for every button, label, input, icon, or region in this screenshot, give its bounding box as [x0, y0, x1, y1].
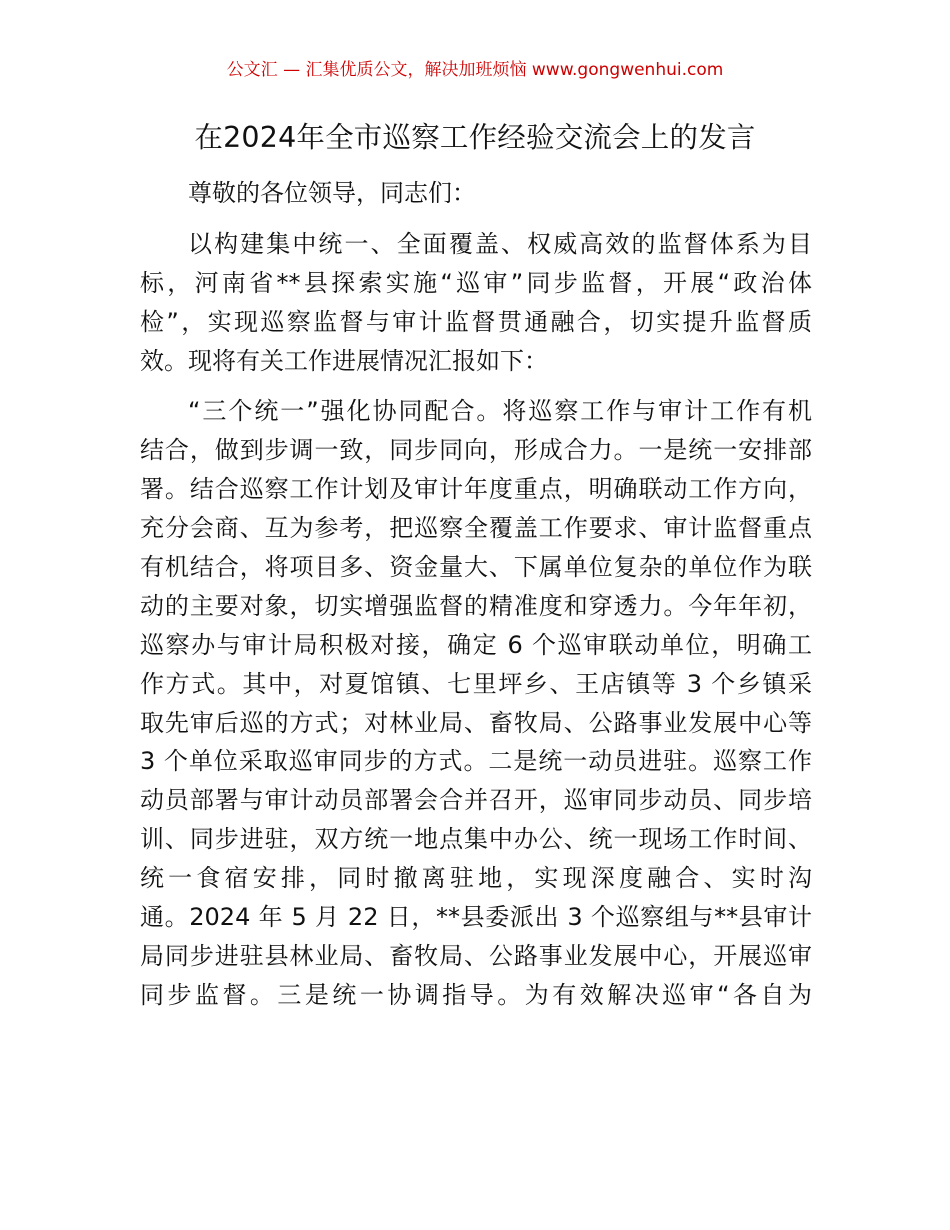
text-line: 效。现将有关工作进展情况汇报如下： — [140, 346, 548, 375]
text-line: 署。结合巡察工作计划及审计年度重点，明确联动工作方向， — [140, 475, 812, 504]
text-line: 巡察办与审计局积极对接，确定 6 个巡审联动单位，明确工 — [140, 630, 812, 659]
text-line: 局同步进驻县林业局、畜牧局、公路事业发展中心，开展巡审 — [140, 941, 812, 970]
text-line: 检”，实现巡察监督与审计监督贯通融合，切实提升监督质 — [140, 307, 812, 336]
text-line: 有机结合，将项目多、资金量大、下属单位复杂的单位作为联 — [140, 553, 812, 582]
text-line: 作方式。其中，对夏馆镇、七里坪乡、王店镇等 3 个乡镇采 — [140, 669, 812, 698]
text-line: 标，河南省**县探索实施“巡审”同步监督，开展“政治体 — [140, 268, 812, 297]
paragraph-salutation — [140, 174, 812, 213]
text-line: 充分会商、互为参考，把巡察全覆盖工作要求、审计监督重点 — [140, 514, 812, 543]
document-body — [140, 174, 812, 1015]
text-line: 训、同步进驻，双方统一地点集中办公、统一现场工作时间、 — [140, 825, 812, 854]
text-line: 动员部署与审计动员部署会合并召开，巡审同步动员、同步培 — [140, 786, 812, 815]
document-title: 在2024年全市巡察工作经验交流会上的发言 — [194, 121, 756, 154]
paragraph-three-unified — [140, 392, 812, 1014]
text-line: 同步监督。三是统一协调指导。为有效解决巡审“各自为 — [140, 980, 812, 1009]
text-line: 取先审后巡的方式；对林业局、畜牧局、公路事业发展中心等 — [140, 708, 812, 737]
text-line: 尊敬的各位领导，同志们： — [188, 179, 476, 207]
text-line: “三个统一”强化协同配合。将巡察工作与审计工作有机 — [188, 397, 812, 426]
text-line: 统一食宿安排，同时撤离驻地，实现深度融合、实时沟 — [140, 864, 812, 893]
text-line: 动的主要对象，切实增强监督的精准度和穿透力。今年年初， — [140, 591, 812, 620]
text-line: 结合，做到步调一致，同步同向，形成合力。一是统一安排部 — [140, 436, 812, 465]
text-line: 3 个单位采取巡审同步的方式。二是统一动员进驻。巡察工作 — [140, 747, 812, 776]
watermark-header: 公文汇 — 汇集优质公文，解决加班烦恼 www.gongwenhui.com — [226, 60, 724, 80]
text-line: 通。2024 年 5 月 22 日，**县委派出 3 个巡察组与**县审计 — [140, 903, 812, 932]
text-line: 以构建集中统一、全面覆盖、权威高效的监督体系为目 — [188, 229, 812, 258]
paragraph-intro — [140, 225, 812, 381]
